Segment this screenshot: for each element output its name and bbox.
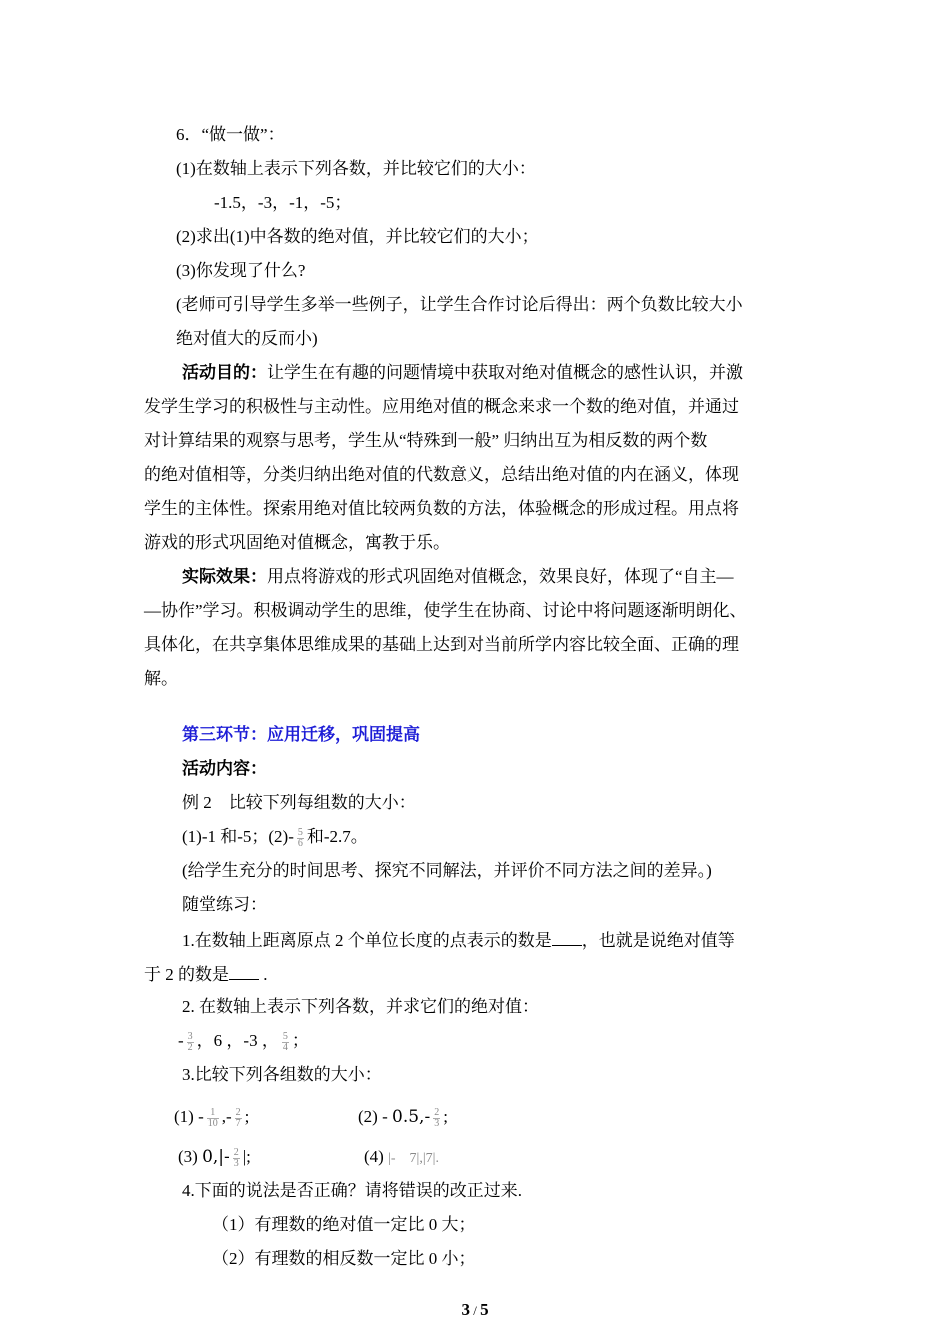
effect-paragraph-line3: 具体化，在共享集体思维成果的基础上达到对当前所学内容比较全面、正确的理 bbox=[144, 635, 739, 654]
section6-note-line2: 绝对值大的反而小) bbox=[176, 329, 318, 348]
practice2-numbers bbox=[178, 1030, 309, 1053]
practice4-item2: （2）有理数的相反数一定比 0 小； bbox=[212, 1249, 476, 1268]
section6-q1: (1)在数轴上表示下列各数，并比较它们的大小： bbox=[176, 159, 536, 178]
minus-sign: - bbox=[178, 1031, 184, 1050]
example2-part-a: (1)-1 和-5；(2)- bbox=[182, 827, 294, 846]
purpose-paragraph-line5: 学生的主体性。探索用绝对值比较两负数的方法，体验概念的形成过程。用点将 bbox=[144, 499, 739, 518]
practice3-item3 bbox=[178, 1146, 251, 1169]
fraction-5-4: $\frac{5}{4}$ bbox=[282, 1030, 288, 1053]
practice1-text-b: ，也就是说绝对值等 bbox=[581, 931, 735, 950]
fraction-2-3: $\frac{2}{3}$ bbox=[434, 1106, 440, 1129]
page-number-footer bbox=[0, 1300, 950, 1320]
practice3-item2 bbox=[358, 1106, 448, 1129]
section6-q2: (2)求出(1)中各数的绝对值，并比较它们的大小； bbox=[176, 227, 539, 246]
fraction-2-3-abs: $\frac{2}{3}$ bbox=[233, 1146, 239, 1169]
practice1-line2 bbox=[144, 962, 268, 986]
example2-part-b: 和-2.7。 bbox=[306, 827, 368, 846]
purpose-text: 让学生在有趣的问题情境中获取对绝对值概念的感性认识，并激 bbox=[267, 363, 743, 382]
item1-end: ; bbox=[244, 1107, 250, 1126]
fraction-2-7: $\frac{2}{7}$ bbox=[235, 1106, 241, 1129]
effect-text: 用点将游戏的形式巩固绝对值概念，效果良好，体现了“自主— bbox=[267, 567, 734, 586]
activity-content-label: 活动内容： bbox=[182, 759, 267, 778]
answer-blank-1[interactable] bbox=[552, 928, 582, 946]
practice2-end: ； bbox=[291, 1031, 309, 1050]
fraction-5-6: $\frac{5}{6}$ bbox=[297, 826, 303, 849]
purpose-label: 活动目的： bbox=[182, 363, 267, 382]
separator: ,- bbox=[221, 1107, 232, 1126]
fraction-1-10: $\frac{1}{10}$ bbox=[207, 1106, 218, 1129]
item3-value: 0,|- bbox=[202, 1147, 230, 1167]
section6-numbers: -1.5，-3，-1，-5； bbox=[214, 193, 352, 212]
purpose-paragraph-line4: 的绝对值相等，分类归纳出绝对值的代数意义，总结出绝对值的内在涵义，体现 bbox=[144, 465, 739, 484]
effect-paragraph-line1 bbox=[182, 566, 734, 588]
practice2-text: 2. 在数轴上表示下列各数，并求它们的绝对值： bbox=[182, 997, 539, 1016]
section6-note-line1: (老师可引导学生多举一些例子，让学生合作讨论后得出：两个负数比较大小 bbox=[176, 295, 743, 314]
purpose-paragraph-line1 bbox=[182, 362, 743, 384]
practice4-item1: （1）有理数的绝对值一定比 0 大； bbox=[212, 1215, 476, 1234]
minus-sign: - bbox=[198, 1107, 204, 1126]
answer-blank-2[interactable] bbox=[229, 962, 259, 980]
item4-label: (4) bbox=[364, 1147, 384, 1166]
item3-end: |; bbox=[242, 1147, 251, 1166]
total-pages: 5 bbox=[480, 1300, 489, 1319]
current-page: 3 bbox=[461, 1300, 470, 1319]
practice3-text: 3.比较下列各组数的大小： bbox=[182, 1065, 382, 1084]
practice3-item1 bbox=[174, 1106, 249, 1129]
effect-paragraph-line4: 解。 bbox=[144, 669, 178, 688]
page-separator: / bbox=[469, 1303, 481, 1318]
purpose-paragraph-line6: 游戏的形式巩固绝对值概念，寓教于乐。 bbox=[144, 533, 450, 552]
practice-label: 随堂练习： bbox=[182, 895, 267, 914]
section6-title: 6．“做一做”： bbox=[176, 125, 285, 144]
item2-end: ; bbox=[443, 1107, 448, 1126]
effect-paragraph-line2: —协作”学习。积极调动学生的思维，使学生在协商、讨论中将问题逐渐明朗化、 bbox=[144, 601, 747, 620]
practice3-item4 bbox=[364, 1146, 439, 1170]
example2-items bbox=[182, 826, 368, 849]
purpose-paragraph-line3: 对计算结果的观察与思考，学生从“特殊到一般” 归纳出互为相反数的两个数 bbox=[144, 431, 708, 450]
fraction-3-2: $\frac{3}{2}$ bbox=[187, 1030, 193, 1053]
practice2-mid: ，6 ，-3 ， bbox=[196, 1031, 279, 1050]
effect-label: 实际效果： bbox=[182, 567, 267, 586]
practice4-text: 4.下面的说法是否正确？请将错误的改正过来. bbox=[182, 1181, 522, 1200]
example2-hint: (给学生充分的时间思考、探究不同解法，并评价不同方法之间的差异。) bbox=[182, 861, 712, 880]
practice1-text-a: 1.在数轴上距离原点 2 个单位长度的点表示的数是 bbox=[182, 931, 552, 950]
item3-label: (3) bbox=[178, 1147, 198, 1166]
purpose-paragraph-line2: 发学生学习的积极性与主动性。应用绝对值的概念来求一个数的绝对值，并通过 bbox=[144, 397, 739, 416]
item4-value: |- 7|,|7|. bbox=[388, 1151, 439, 1166]
section6-q3: (3)你发现了什么? bbox=[176, 261, 306, 280]
practice1-text-c: 于 2 的数是 bbox=[144, 965, 229, 984]
example2-title: 例 2 比较下列每组数的大小： bbox=[182, 793, 416, 812]
item2-value: 0.5,- bbox=[392, 1107, 431, 1127]
item1-label: (1) bbox=[174, 1107, 194, 1126]
minus-sign: - bbox=[382, 1107, 388, 1126]
practice1-text-d: . bbox=[259, 965, 268, 984]
practice1-line1 bbox=[182, 928, 735, 952]
section3-heading: 第三环节：应用迁移，巩固提高 bbox=[182, 725, 420, 744]
item2-label: (2) bbox=[358, 1107, 378, 1126]
